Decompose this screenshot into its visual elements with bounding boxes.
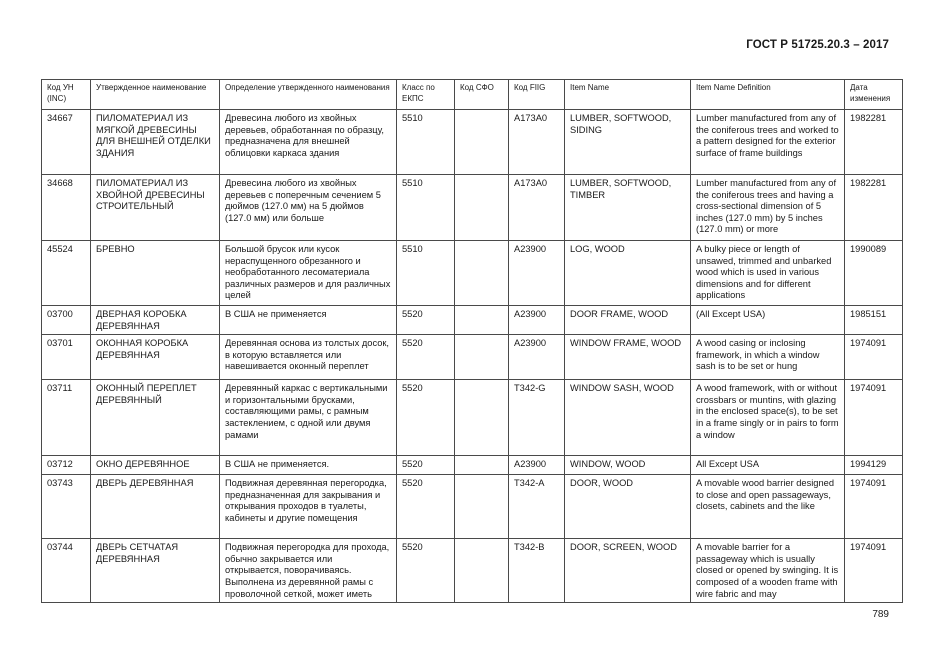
approved-name-cell: ОКНО ДЕРЕВЯННОЕ bbox=[91, 456, 220, 475]
class-cell: 5520 bbox=[397, 306, 455, 335]
column-header-inc: Код УН (INC) bbox=[42, 80, 91, 110]
change-date-cell: 1985151 bbox=[845, 306, 903, 335]
change-date-cell: 1994129 bbox=[845, 456, 903, 475]
item-definition-cell: Lumber manufactured from any of the coniferous trees and worked to a pattern designed for the exterior surface of frame buildings bbox=[691, 110, 845, 175]
item-definition-cell: A bulky piece or length of unsawed, trimmed and unbarked wood which is used in various dimensions and for different applications bbox=[691, 241, 845, 306]
item-definition-cell: (All Except USA) bbox=[691, 306, 845, 335]
column-header-change-date: Дата изменения bbox=[845, 80, 903, 110]
item-definition-cell: A wood casing or inclosing framework, in which a window sash is to be set or hung bbox=[691, 335, 845, 380]
column-header-sfo: Код СФО bbox=[455, 80, 509, 110]
inc-cell: 03701 bbox=[42, 335, 91, 380]
definition-cell: Подвижная перегородка для прохода, обычно закрывается или открывается, поворачиваясь. Выполнена из деревянной рамы с проволочной сеткой, может иметь bbox=[220, 539, 397, 603]
item-name-cell: DOOR, SCREEN, WOOD bbox=[565, 539, 691, 603]
class-cell: 5510 bbox=[397, 110, 455, 175]
approved-name-cell: ДВЕРНАЯ КОРОБКА ДЕРЕВЯННАЯ bbox=[91, 306, 220, 335]
approved-name-cell: ПИЛОМАТЕРИАЛ ИЗ ХВОЙНОЙ ДРЕВЕСИНЫ СТРОИТЕЛЬНЫЙ bbox=[91, 175, 220, 241]
approved-name-cell: ПИЛОМАТЕРИАЛ ИЗ МЯГКОЙ ДРЕВЕСИНЫ ДЛЯ ВНЕШНЕЙ ОТДЕЛКИ ЗДАНИЯ bbox=[91, 110, 220, 175]
fiig-cell: A23900 bbox=[509, 306, 565, 335]
table-row bbox=[42, 175, 903, 241]
inc-cell: 45524 bbox=[42, 241, 91, 306]
fiig-cell: A173A0 bbox=[509, 175, 565, 241]
approved-name-cell: ДВЕРЬ ДЕРЕВЯННАЯ bbox=[91, 475, 220, 539]
definition-cell: Деревянная основа из толстых досок, в которую вставляется или навешивается оконный переплет bbox=[220, 335, 397, 380]
item-name-cell: WINDOW SASH, WOOD bbox=[565, 380, 691, 456]
item-name-cell: DOOR, WOOD bbox=[565, 475, 691, 539]
class-cell: 5510 bbox=[397, 241, 455, 306]
change-date-cell: 1974091 bbox=[845, 335, 903, 380]
inc-cell: 34668 bbox=[42, 175, 91, 241]
table-row bbox=[42, 241, 903, 306]
sfo-cell bbox=[455, 241, 509, 306]
change-date-cell: 1974091 bbox=[845, 539, 903, 603]
class-cell: 5520 bbox=[397, 475, 455, 539]
sfo-cell bbox=[455, 456, 509, 475]
inc-cell: 03711 bbox=[42, 380, 91, 456]
column-header-item-name: Item Name bbox=[565, 80, 691, 110]
definition-cell: Древесина любого из хвойных деревьев с поперечным сечением 5 дюймов (127.0 мм) на 5 дюймов (127.0 мм) или больше bbox=[220, 175, 397, 241]
sfo-cell bbox=[455, 175, 509, 241]
class-cell: 5520 bbox=[397, 456, 455, 475]
class-cell: 5520 bbox=[397, 539, 455, 603]
class-cell: 5510 bbox=[397, 175, 455, 241]
fiig-cell: A173A0 bbox=[509, 110, 565, 175]
inc-cell: 03744 bbox=[42, 539, 91, 603]
table-row bbox=[42, 380, 903, 456]
inc-cell: 03743 bbox=[42, 475, 91, 539]
column-header-fiig: Код FIIG bbox=[509, 80, 565, 110]
table-row bbox=[42, 475, 903, 539]
change-date-cell: 1990089 bbox=[845, 241, 903, 306]
table-header-row bbox=[42, 80, 903, 110]
item-name-cell: LOG, WOOD bbox=[565, 241, 691, 306]
column-header-class: Класс по ЕКПС bbox=[397, 80, 455, 110]
definition-cell: Большой брусок или кусок нераспущенного обрезанного и необработанного лесоматериала различных размеров и для различных целей bbox=[220, 241, 397, 306]
definition-cell: Деревянный каркас с вертикальными и горизонтальными брусками, составляющими рамы, с рамным застеклением, с одной или двумя рамами bbox=[220, 380, 397, 456]
page-number: 789 bbox=[872, 609, 889, 620]
sfo-cell bbox=[455, 380, 509, 456]
change-date-cell: 1982281 bbox=[845, 110, 903, 175]
item-definition-cell: A movable wood barrier designed to close and open passageways, closets, cabinets and the like bbox=[691, 475, 845, 539]
sfo-cell bbox=[455, 335, 509, 380]
table-row bbox=[42, 110, 903, 175]
fiig-cell: A23900 bbox=[509, 456, 565, 475]
change-date-cell: 1974091 bbox=[845, 475, 903, 539]
definition-cell: Подвижная деревянная перегородка, предназначенная для закрывания и открывания проходов в туалеты, кабинеты и другие помещения bbox=[220, 475, 397, 539]
inc-cell: 03712 bbox=[42, 456, 91, 475]
item-names-table bbox=[41, 79, 903, 603]
table-row bbox=[42, 456, 903, 475]
definition-cell: В США не применяется. bbox=[220, 456, 397, 475]
item-definition-cell: Lumber manufactured from any of the coniferous trees and having a cross-sectional dimension of 5 inches (127.0 mm) by 5 inches (127.0 mm) or more bbox=[691, 175, 845, 241]
item-name-cell: DOOR FRAME, WOOD bbox=[565, 306, 691, 335]
sfo-cell bbox=[455, 306, 509, 335]
item-definition-cell: A movable barrier for a passageway which is usually closed or opened by swinging. It is composed of a wooden frame with wire fabric and may bbox=[691, 539, 845, 603]
column-header-definition: Определение утвержденного наименования bbox=[220, 80, 397, 110]
sfo-cell bbox=[455, 475, 509, 539]
fiig-cell: T342-A bbox=[509, 475, 565, 539]
class-cell: 5520 bbox=[397, 380, 455, 456]
item-name-cell: LUMBER, SOFTWOOD, TIMBER bbox=[565, 175, 691, 241]
fiig-cell: A23900 bbox=[509, 241, 565, 306]
sfo-cell bbox=[455, 539, 509, 603]
class-cell: 5520 bbox=[397, 335, 455, 380]
item-definition-cell: All Except USA bbox=[691, 456, 845, 475]
approved-name-cell: ДВЕРЬ СЕТЧАТАЯ ДЕРЕВЯННАЯ bbox=[91, 539, 220, 603]
approved-name-cell: ОКОННАЯ КОРОБКА ДЕРЕВЯННАЯ bbox=[91, 335, 220, 380]
table-row bbox=[42, 306, 903, 335]
table-row bbox=[42, 335, 903, 380]
item-name-cell: LUMBER, SOFTWOOD, SIDING bbox=[565, 110, 691, 175]
table-row bbox=[42, 539, 903, 603]
item-name-cell: WINDOW FRAME, WOOD bbox=[565, 335, 691, 380]
fiig-cell: T342-G bbox=[509, 380, 565, 456]
item-name-cell: WINDOW, WOOD bbox=[565, 456, 691, 475]
approved-name-cell: БРЕВНО bbox=[91, 241, 220, 306]
definition-cell: В США не применяется bbox=[220, 306, 397, 335]
fiig-cell: A23900 bbox=[509, 335, 565, 380]
change-date-cell: 1974091 bbox=[845, 380, 903, 456]
sfo-cell bbox=[455, 110, 509, 175]
column-header-approved-name: Утвержденное наименование bbox=[91, 80, 220, 110]
definition-cell: Древесина любого из хвойных деревьев, обработанная по образцу, предназначена для внешней облицовки каркаса здания bbox=[220, 110, 397, 175]
change-date-cell: 1982281 bbox=[845, 175, 903, 241]
fiig-cell: T342-B bbox=[509, 539, 565, 603]
column-header-item-definition: Item Name Definition bbox=[691, 80, 845, 110]
inc-cell: 03700 bbox=[42, 306, 91, 335]
approved-name-cell: ОКОННЫЙ ПЕРЕПЛЕТ ДЕРЕВЯННЫЙ bbox=[91, 380, 220, 456]
item-definition-cell: A wood framework, with or without crossbars or muntins, with glazing in the enclosed space(s), to be set in a frame singly or in pairs to form a window bbox=[691, 380, 845, 456]
document-standard-header: ГОСТ Р 51725.20.3 – 2017 bbox=[746, 39, 889, 51]
inc-cell: 34667 bbox=[42, 110, 91, 175]
